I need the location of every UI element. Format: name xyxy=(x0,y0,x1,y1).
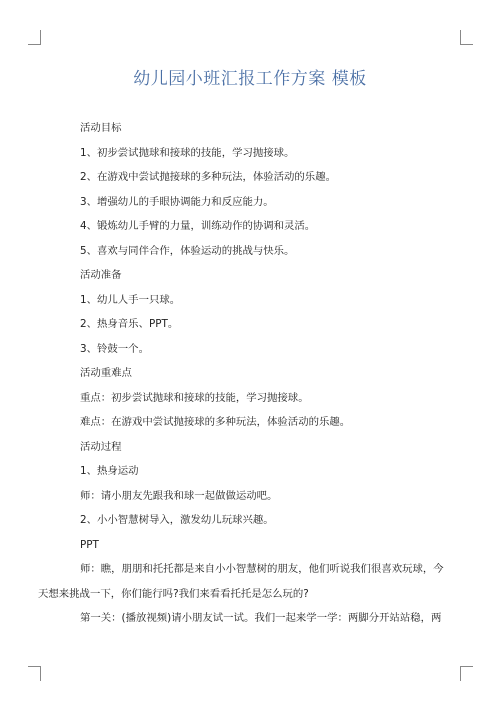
goal-item: 2、在游戏中尝试抛接球的多种玩法，体验活动的乐趣。 xyxy=(80,171,336,183)
preparation-item: 3、铃鼓一个。 xyxy=(80,342,149,355)
crop-mark-bottom-right xyxy=(460,666,473,681)
teacher-paragraph-end: 天想来挑战一下，你们能行吗?我们来看看托托是怎么玩的? xyxy=(38,587,309,600)
document-title: 幼儿园小班汇报工作方案 模板 xyxy=(133,69,367,89)
ppt-label: PPT xyxy=(80,538,99,551)
goal-item: 1、初步尝试抛球和接球的技能，学习抛接球。 xyxy=(80,146,295,159)
preparation-item: 2、热身音乐、PPT。 xyxy=(80,318,179,330)
section-heading-process: 活动过程 xyxy=(80,440,122,453)
section-heading-preparation: 活动准备 xyxy=(80,269,122,281)
crop-mark-top-left xyxy=(28,30,41,45)
goal-item: 3、增强幼儿的手眼协调能力和反应能力。 xyxy=(80,195,274,208)
difficult-point: 难点：在游戏中尝试抛接球的多种玩法，体验活动的乐趣。 xyxy=(80,416,351,428)
document-body xyxy=(38,116,450,631)
section-heading-goals: 活动目标 xyxy=(80,122,122,134)
teacher-line: 师：请小朋友先跟我和球一起做做运动吧。 xyxy=(80,489,278,502)
crop-mark-top-right xyxy=(460,30,473,45)
key-point: 重点：初步尝试抛球和接球的技能，学习抛接球。 xyxy=(80,391,309,404)
teacher-paragraph-start: 师：瞧，朋朋和托托都是来自小小智慧树的朋友，他们听说我们很喜欢玩球，今 xyxy=(80,563,444,575)
goal-item: 5、喜欢与同伴合作，体验运动的挑战与快乐。 xyxy=(80,244,295,257)
level-one-paragraph: 第一关：(播放视频)请小朋友试一试。我们一起来学一学：两脚分开站站稳，两 xyxy=(80,612,442,624)
process-step: 1、热身运动 xyxy=(80,465,139,477)
crop-mark-bottom-left xyxy=(28,666,41,681)
process-step: 2、小小智慧树导入，激发幼儿玩球兴趣。 xyxy=(80,514,274,526)
preparation-item: 1、幼儿人手一只球。 xyxy=(80,293,181,306)
goal-item: 4、锻炼幼儿手臂的力量，训练动作的协调和灵活。 xyxy=(80,220,316,232)
section-heading-key-points: 活动重难点 xyxy=(80,367,132,379)
